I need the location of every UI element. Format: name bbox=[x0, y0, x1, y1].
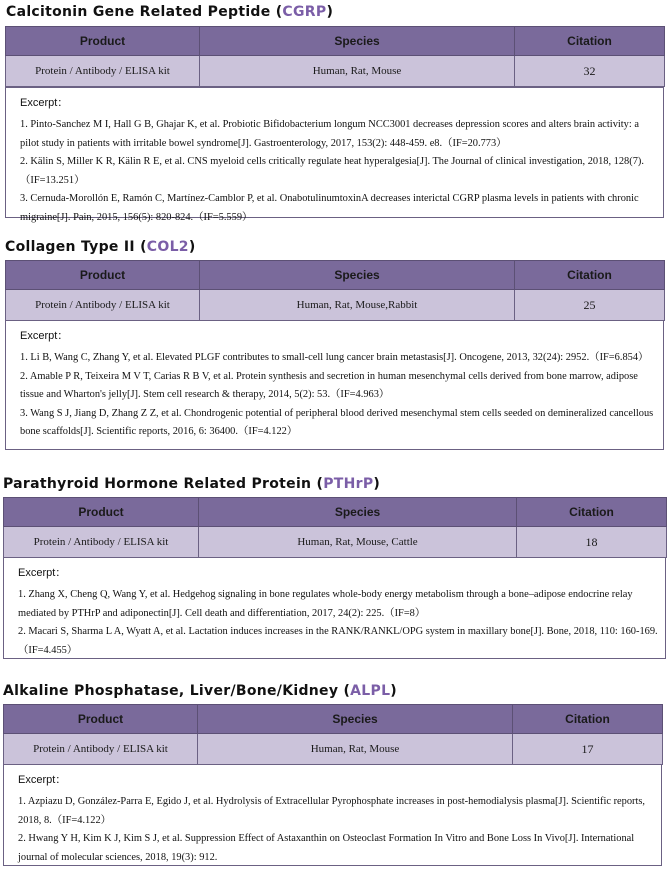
header-product: Product bbox=[4, 498, 199, 527]
excerpt-label: Excerpt： bbox=[18, 567, 67, 579]
cell-species: Human, Rat, Mouse, Cattle bbox=[199, 527, 517, 558]
excerpt-label: Excerpt： bbox=[20, 97, 69, 109]
reference-item: 2. Macari S, Sharma L A, Wyatt A, et al. Lactation induces increases in the RANK/RANKL/OPG system in maxillary bone[J]. Bone, 2018, 110: 160-169.（IF=4.455） bbox=[18, 626, 658, 656]
excerpt-label: Excerpt： bbox=[20, 330, 69, 342]
header-citation: Citation bbox=[517, 498, 667, 527]
cell-citation: 18 bbox=[517, 527, 667, 558]
title-text: Alkaline Phosphatase, Liver/Bone/Kidney bbox=[3, 683, 339, 699]
title-text: Calcitonin Gene Related Peptide bbox=[6, 4, 271, 20]
product-table bbox=[3, 497, 667, 558]
table-row bbox=[4, 527, 667, 558]
cell-species: Human, Rat, Mouse bbox=[198, 734, 513, 765]
reference-item: 2. Kälin S, Miller K R, Kälin R E, et al. CNS myeloid cells critically regulate heat hyperalgesia[J]. The Journal of clinical investigation, 2018, 128(7).（IF=13.251） bbox=[20, 156, 644, 186]
cell-species: Human, Rat, Mouse bbox=[200, 56, 515, 87]
title-abbr: COL2 bbox=[146, 239, 189, 255]
section-pthrp bbox=[0, 473, 669, 663]
excerpt-box bbox=[3, 764, 662, 866]
header-species: Species bbox=[200, 27, 515, 56]
title-text: Parathyroid Hormone Related Protein bbox=[3, 476, 312, 492]
excerpt-box bbox=[3, 557, 666, 659]
table-header-row bbox=[6, 261, 665, 290]
table-header-row bbox=[6, 27, 665, 56]
reference-item: 3. Wang S J, Jiang D, Zhang Z Z, et al. Chondrogenic potential of peripheral blood derived mesenchymal stem cells seeded on demineralized cancellous bone scaffolds[J]. Scientific reports, 2016, 6: 36400.（IF=4.122） bbox=[20, 407, 654, 437]
reference-item: 1. Li B, Wang C, Zhang Y, et al. Elevated PLGF contributes to small-cell lung cancer brain metastasis[J]. Oncogene, 2013, 32(24): 2952.（IF=6.854） bbox=[20, 352, 649, 363]
table-header-row bbox=[4, 498, 667, 527]
cell-product: Protein / Antibody / ELISA kit bbox=[4, 527, 199, 558]
table-row bbox=[6, 56, 665, 87]
cell-citation: 17 bbox=[513, 734, 663, 765]
table-row bbox=[6, 290, 665, 321]
cell-product: Protein / Antibody / ELISA kit bbox=[4, 734, 198, 765]
cell-species: Human, Rat, Mouse,Rabbit bbox=[200, 290, 515, 321]
header-product: Product bbox=[4, 705, 198, 734]
header-product: Product bbox=[6, 261, 200, 290]
section-title: Parathyroid Hormone Related Protein (PTHrP) bbox=[3, 476, 381, 492]
product-table bbox=[5, 26, 665, 87]
header-citation: Citation bbox=[515, 261, 665, 290]
title-abbr: PTHrP bbox=[323, 476, 374, 492]
product-table bbox=[3, 704, 663, 765]
header-species: Species bbox=[200, 261, 515, 290]
header-species: Species bbox=[198, 705, 513, 734]
header-product: Product bbox=[6, 27, 200, 56]
excerpt-box bbox=[5, 87, 664, 223]
excerpt-box bbox=[5, 320, 664, 450]
title-text: Collagen Type II bbox=[5, 239, 135, 255]
title-abbr: ALPL bbox=[350, 683, 391, 699]
reference-item: 2. Hwang Y H, Kim K J, Kim S J, et al. Suppression Effect of Astaxanthin on Osteoclast Formation In Vitro and Bone Loss In Vivo[J]. International journal of molecular sciences, 2018, 19(3): 912. bbox=[18, 833, 635, 863]
header-citation: Citation bbox=[515, 27, 665, 56]
section-col2 bbox=[0, 236, 669, 456]
title-abbr: CGRP bbox=[282, 4, 327, 20]
reference-item: 1. Pinto-Sanchez M I, Hall G B, Ghajar K, et al. Probiotic Bifidobacterium longum NCC3001 decreases depression scores and alters brain activity: a pilot study in patients with irritable bowel syndrome[J]. Gastroenterology, 2017, 153(2): 448-459. e8.（IF=20.773） bbox=[20, 119, 639, 149]
reference-item: 1. Zhang X, Cheng Q, Wang Y, et al. Hedgehog signaling in bone regulates whole-body energy metabolism through a bone–adipose endocrine relay mediated by PTHrP and adiponectin[J]. Cell death and differentiation, 2017, 24(2): 225.（IF=8） bbox=[18, 589, 633, 619]
cell-product: Protein / Antibody / ELISA kit bbox=[6, 290, 200, 321]
reference-item: 2. Amable P R, Teixeira M V T, Carias R B V, et al. Protein synthesis and secretion in human mesenchymal cells derived from bone marrow, adipose tissue and Wharton's jelly[J]. Stem cell research & therapy, 2014, 5(2): 53.（IF=4.963） bbox=[20, 370, 638, 400]
table-header-row bbox=[4, 705, 663, 734]
cell-citation: 32 bbox=[515, 56, 665, 87]
section-title: Alkaline Phosphatase, Liver/Bone/Kidney (ALPL) bbox=[3, 683, 397, 699]
section-cgrp bbox=[0, 0, 669, 225]
cell-citation: 25 bbox=[515, 290, 665, 321]
header-citation: Citation bbox=[513, 705, 663, 734]
product-table bbox=[5, 260, 665, 321]
section-alpl bbox=[0, 681, 669, 871]
header-species: Species bbox=[199, 498, 517, 527]
table-row bbox=[4, 734, 663, 765]
cell-product: Protein / Antibody / ELISA kit bbox=[6, 56, 200, 87]
section-title: Calcitonin Gene Related Peptide (CGRP) bbox=[6, 4, 334, 20]
excerpt-label: Excerpt： bbox=[18, 774, 67, 786]
reference-item: 3. Cernuda-Morollón E, Ramón C, Martínez-Camblor P, et al. OnabotulinumtoxinA decreases interictal CGRP plasma levels in patients with chronic migraine[J]. Pain, 2015, 156(5): 820-824.（IF=5.559） bbox=[20, 193, 639, 223]
section-title: Collagen Type II (COL2) bbox=[5, 239, 196, 255]
reference-item: 1. Azpiazu D, González-Parra E, Egido J, et al. Hydrolysis of Extracellular Pyrophosphate increases in post-hemodialysis plasma[J]. Scientific reports, 2018, 8.（IF=4.122） bbox=[18, 796, 646, 826]
